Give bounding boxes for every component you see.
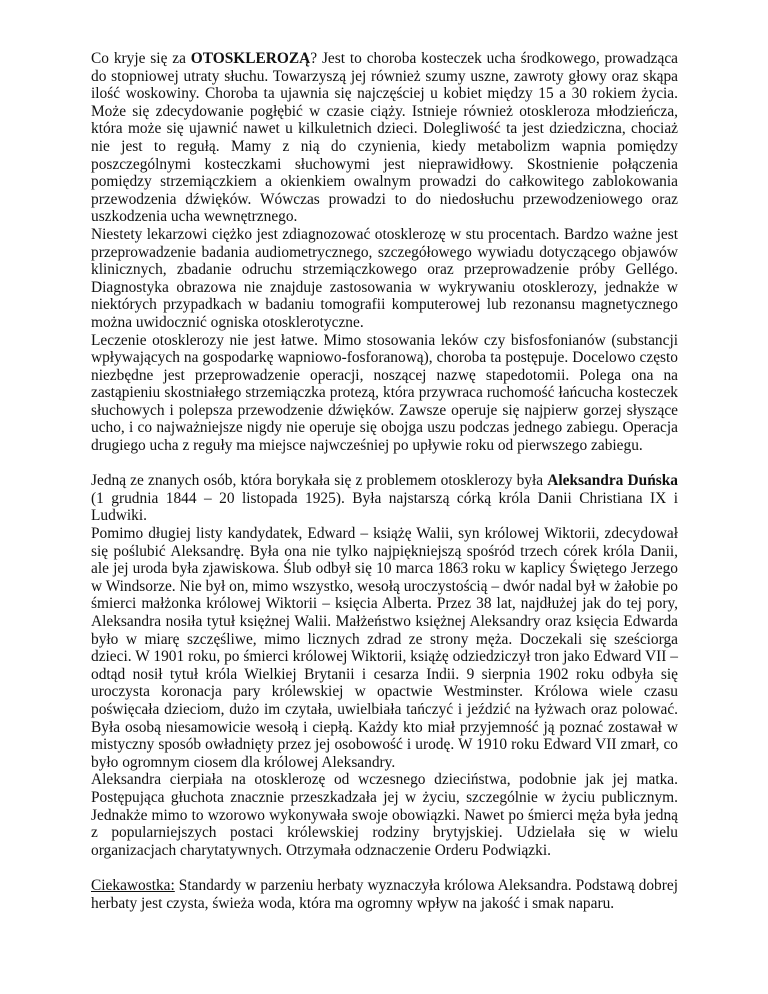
document-page: [91, 50, 678, 930]
paragraph-treatment: Leczenie otosklerozy nie jest łatwe. Mimo stosowania leków czy bisfosfonianów (substancji wpływających na gospodarkę wapniowo-fosforanową), choroba ta postępuje. Docelowo często niezbędne jest przeprowadzenie operacji, noszącej nazwę stapedotomii. Polega ona na zastąpieniu skostniałego strzemiączka protezą, która przywraca ruchomość łańcucha kosteczek słuchowych i polepsza przewodzenie dźwięków. Zawsze operuje się najpierw gorzej słyszące ucho, i co najważniejsze nigdy nie operuje się obojga uszu podczas jednego zabiegu. Operacja drugiego ucha z reguły ma miejsce najwcześniej po upływie roku od pierwszego zabiegu.: [91, 331, 678, 455]
section-alexandra: [91, 472, 678, 859]
paragraph-intro: [91, 50, 678, 226]
paragraph-alexandra-body: (1 grudnia 1844 – 20 listopada 1925). Była najstarszą córką króla Danii Christiana IX i Ludwiki.: [91, 489, 678, 525]
paragraph-trivia: [91, 877, 678, 912]
paragraph-intro-lead: Co kryje się za: [91, 50, 191, 67]
section-trivia: [91, 877, 678, 912]
paragraph-alexandra-lead: Jedną ze znanych osób, która borykała się z problemem otosklerozy była: [91, 472, 548, 490]
trivia-text: Standardy w parzeniu herbaty wyznaczyła królowa Aleksandra. Podstawą dobrej herbaty jest czysta, świeża woda, która ma ogromny wpływ na jakość i smak naparu.: [91, 876, 678, 912]
paragraph-marriage: Pomimo długiej listy kandydatek, Edward – książę Walii, syn królowej Wiktorii, zdecydował się poślubić Aleksandrę. Była ona nie tylko najpiękniejszą spośród trzech córek króla Danii, ale jej uroda była zjawiskowa. Ślub odbył się 10 marca 1863 roku w kaplicy Świętego Jerzego w Windsorze. Nie był on, mimo wszystko, wesołą uroczystością – dwór nadal był w żałobie po śmierci małżonka królowej Wiktorii – księcia Alberta. Przez 38 lat, najdłużej jak do tej pory, Aleksandra nosiła tytuł księżnej Walii. Małżeństwo księżnej Aleksandry oraz księcia Edwarda było w miarę szczęśliwe, mimo licznych zdrad ze strony męża. Doczekali się sześciorga dzieci. W 1901 roku, po śmierci królowej Wiktorii, książę odziedziczył tron jako Edward VII – odtąd nosił tytuł króla Wielkiej Brytanii i cesarza Indii. 9 sierpnia 1902 roku odbyła się uroczysta koronacja pary królewskiej w opactwie Westminster. Królowa wiele czasu poświęcała dzieciom, dużo im czytała, uwielbiała tańczyć i jeździć na łyżwach oraz polować. Była osobą niesamowicie wesołą i ciepłą. Każdy kto miał przyjemność ją poznać zostawał w mistyczny sposób owładnięty przez jej osobowość i urodę. W 1910 roku Edward VII zmarł, co było ogromnym ciosem dla królowej Aleksandry.: [91, 525, 678, 771]
term-otosclerosis: OTOSKLEROZĄ: [190, 50, 311, 67]
paragraph-illness: Aleksandra cierpiała na otosklerozę od wczesnego dzieciństwa, podobnie jak jej matka. Postępująca głuchota znacznie przeszkadzała jej w życiu, szczególnie w życiu publicznym. Jednakże mimo to wzorowo wykonywała swoje obowiązki. Nawet po śmierci męża była jedną z popularniejszych postaci królewskiej rodziny brytyjskiej. Udzielała się w wielu organizacjach charytatywnych. Otrzymała odznaczenie Orderu Podwiązki.: [91, 771, 678, 859]
trivia-label: Ciekawostka:: [91, 876, 175, 894]
name-alexandra: Aleksandra Duńska: [547, 472, 678, 490]
section-otosclerosis: [91, 50, 678, 455]
paragraph-diagnosis: Niestety lekarzowi ciężko jest zdiagnozować otosklerozę w stu procentach. Bardzo ważne jest przeprowadzenie badania audiometrycznego, szczegółowego wywiadu dotyczącego objawów klinicznych, zbadanie odruchu strzemiączkowego oraz przeprowadzenie próby Gellégo. Diagnostyka obrazowa nie znajduje zastosowania w wykrywaniu otosklerozy, jednakże w niektórych przypadkach w badaniu tomografii komputerowej lub rezonansu magnetycznego można uwidocznić ogniska otosklerotyczne.: [91, 225, 678, 331]
paragraph-intro-body: ? Jest to choroba kosteczek ucha środkowego, prowadząca do stopniowej utraty słuchu. Towarzyszą jej również szumy uszne, zawroty głowy oraz skąpa ilość woskowiny. Choroba ta ujawnia się najczęściej u kobiet między 15 a 30 rokiem życia. Może się zdecydowanie pogłębić w czasie ciąży. Istnieje również otoskleroza młodzieńcza, która może się ujawnić nawet u kilkuletnich dzieci. Dolegliwość ta jest dziedziczna, chociaż nie jest to regułą. Mamy z nią do czynienia, kiedy metabolizm wapnia pomiędzy poszczególnymi kosteczkami słuchowymi jest nieprawidłowy. Skostnienie połączenia pomiędzy strzemiączkiem a okienkiem owalnym prowadzi do całkowitego zablokowania przewodzenia dźwięków. Wówczas prowadzi to do niedosłuchu przewodzeniowego oraz uszkodzenia ucha wewnętrznego.: [91, 50, 679, 226]
paragraph-alexandra-intro: [91, 472, 678, 525]
